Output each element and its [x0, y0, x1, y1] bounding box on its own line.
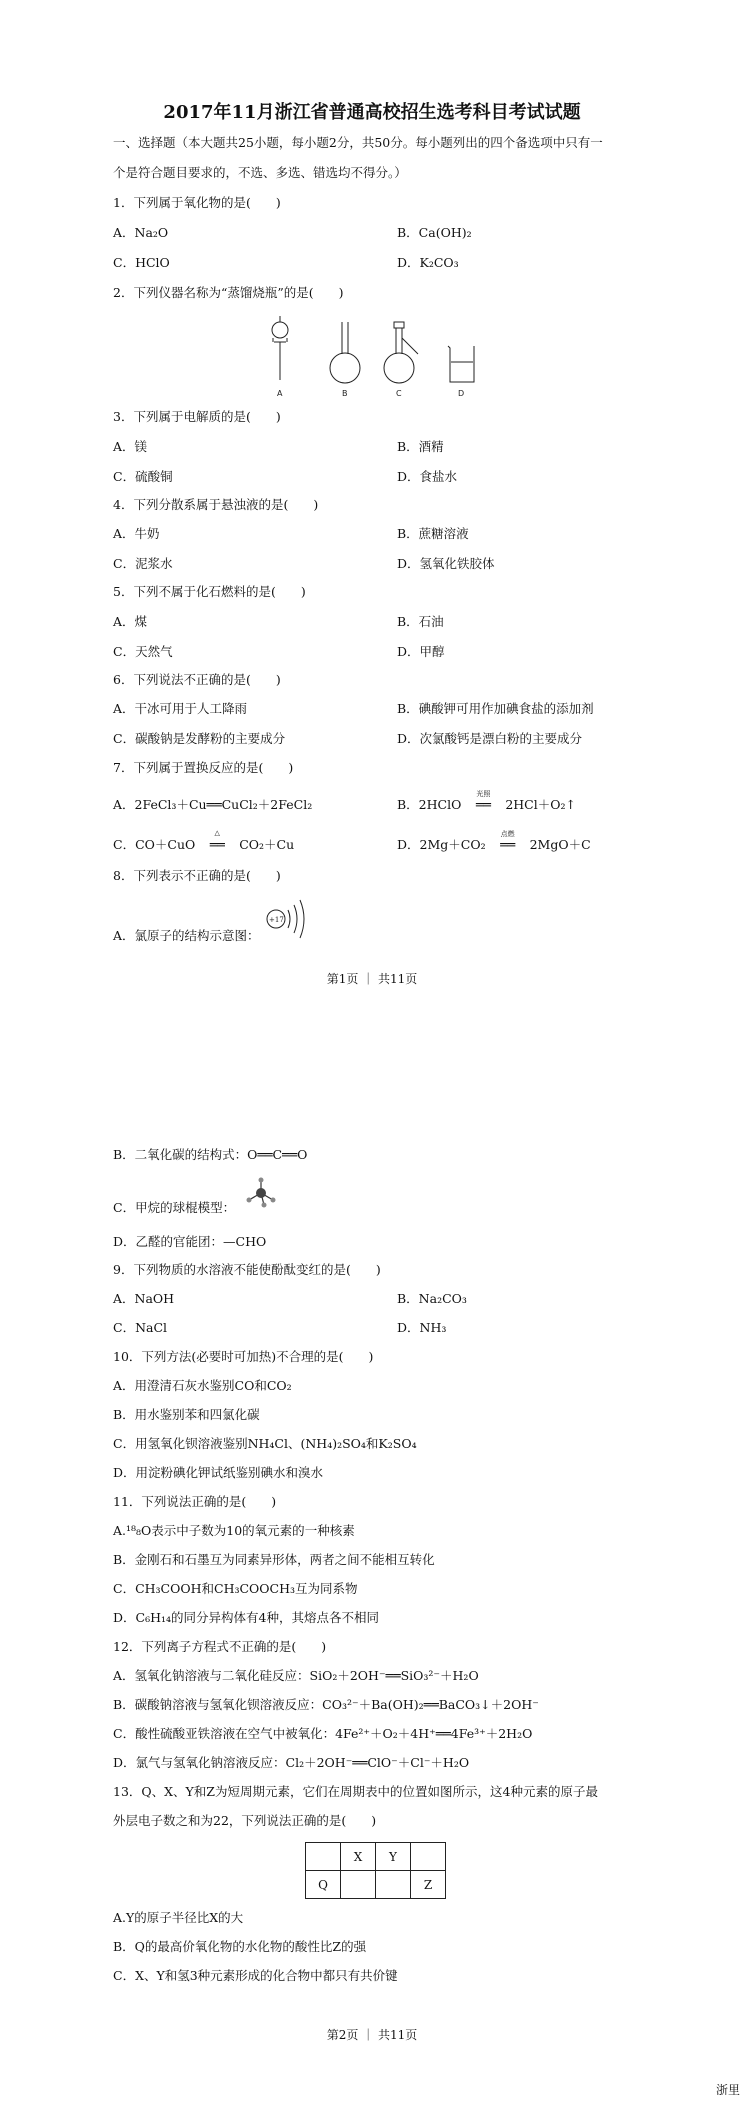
q12-option-c: C．酸性硫酸亚铁溶液在空气中被氧化：4Fe²⁺＋O₂＋4H⁺══4Fe³⁺＋2H₂O: [113, 1726, 533, 1741]
q13-stem-line1: 13．Q、X、Y和Z为短周期元素，它们在周期表中的位置如图所示，这4种元素的原子最: [113, 1784, 598, 1799]
q4-option-b: B．蔗糖溶液: [397, 526, 469, 541]
section-intro-line2: 个是符合题目要求的，不选、多选、错选均不得分。）: [113, 165, 407, 180]
q7-b-condition: 光照: [476, 790, 491, 798]
q4-option-a: A．牛奶: [113, 526, 160, 541]
chlorine-atom-structure-icon: [262, 896, 312, 942]
q1-stem: 1．下列属于氧化物的是( ): [113, 195, 281, 210]
q11-option-a: A.¹⁸₈O表示中子数为10的氧元素的一种核素: [113, 1523, 355, 1538]
q12-option-a: A．氢氧化钠溶液与二氧化硅反应：SiO₂＋2OH⁻══SiO₃²⁻＋H₂O: [113, 1668, 479, 1683]
q2-label-d: D: [458, 389, 465, 398]
q6-option-c: C．碳酸钠是发酵粉的主要成分: [113, 731, 286, 746]
q10-option-b: B．用水鉴别苯和四氯化碳: [113, 1407, 260, 1422]
q2-apparatus-figure: [260, 312, 480, 398]
q1-option-c: C．HClO: [113, 255, 170, 270]
pt-cell: [376, 1871, 411, 1899]
pt-cell-q: Q: [306, 1871, 341, 1899]
q4-option-c: C．泥浆水: [113, 556, 173, 571]
q10-stem: 10．下列方法(必要时可加热)不合理的是( ): [113, 1349, 374, 1364]
q13-option-c: C．X、Y和氢3种元素形成的化合物中都只有共价键: [113, 1968, 398, 1983]
pt-cell-y: Y: [376, 1843, 411, 1871]
atom-nucleus-label: +17: [269, 916, 284, 924]
q7-option-b: [397, 790, 576, 813]
q7-c-products: CO₂＋Cu: [239, 837, 295, 852]
q11-option-d: D．C₆H₁₄的同分异构体有4种，其熔点各不相同: [113, 1610, 379, 1625]
q5-stem: 5．下列不属于化石燃料的是( ): [113, 584, 306, 599]
q7-c-arrow: △ ══: [199, 837, 235, 852]
q11-option-c: C．CH₃COOH和CH₃COOCH₃互为同系物: [113, 1581, 358, 1596]
q8-stem: 8．下列表示不正确的是( ): [113, 868, 281, 883]
q5-option-a: A．煤: [113, 614, 148, 629]
pt-cell: [341, 1871, 376, 1899]
q7-d-reactants: D．2Mg＋CO₂: [397, 837, 486, 852]
q7-b-reactants: B．2HClO: [397, 797, 462, 812]
q7-c-condition: △: [214, 829, 220, 837]
q4-stem: 4．下列分散系属于悬浊液的是( ): [113, 497, 319, 512]
q5-option-b: B．石油: [397, 614, 444, 629]
q3-option-b: B．酒精: [397, 439, 444, 454]
q1-option-a: A．Na₂O: [113, 225, 169, 240]
periodic-table-fragment: [305, 1842, 446, 1899]
q6-option-d: D．次氯酸钙是漂白粉的主要成分: [397, 731, 583, 746]
q5-option-c: C．天然气: [113, 644, 173, 659]
q3-option-c: C．硫酸铜: [113, 469, 173, 484]
pt-cell: [411, 1843, 446, 1871]
methane-ball-stick-icon: [244, 1176, 278, 1210]
q1-option-b: B．Ca(OH)₂: [397, 225, 472, 240]
pt-cell-x: X: [341, 1843, 376, 1871]
q7-d-products: 2MgO＋C: [529, 837, 591, 852]
pt-cell: [306, 1843, 341, 1871]
q9-option-c: C．NaCl: [113, 1320, 168, 1335]
q13-stem-line2: 外层电子数之和为22，下列说法正确的是( ): [113, 1813, 377, 1828]
q1-option-d: D．K₂CO₃: [397, 255, 459, 270]
q4-option-d: D．氢氧化铁胶体: [397, 556, 495, 571]
q2-label-a: A: [277, 389, 283, 398]
q2-label-c: C: [396, 389, 402, 398]
q8-option-a: A．氯原子的结构示意图：: [113, 928, 260, 943]
section-intro-line1: 一、选择题（本大题共25小题，每小题2分，共50分。每小题列出的四个备选项中只有一: [113, 135, 603, 150]
corner-watermark-text: 浙里: [715, 2083, 740, 2097]
q8-option-b: B．二氧化碳的结构式：O══C══O: [113, 1147, 308, 1162]
q9-option-d: D．NH₃: [397, 1320, 447, 1335]
q7-stem: 7．下列属于置换反应的是( ): [113, 760, 294, 775]
q2-label-b: B: [342, 389, 348, 398]
q10-option-d: D．用淀粉碘化钾试纸鉴别碘水和溴水: [113, 1465, 324, 1480]
separatory-funnel-icon: [272, 316, 288, 380]
q7-b-products: 2HCl＋O₂↑: [505, 797, 576, 812]
q7-option-c: [113, 829, 295, 853]
q7-option-d: [397, 830, 591, 853]
q7-c-reactants: C．CO＋CuO: [113, 837, 196, 852]
q7-option-a: A．2FeCl₃＋Cu══CuCl₂＋2FeCl₂: [113, 797, 313, 812]
q9-stem: 9．下列物质的水溶液不能使酚酞变红的是( ): [113, 1262, 381, 1277]
q13-option-a: A.Y的原子半径比X的大: [113, 1910, 244, 1925]
q12-stem: 12．下列离子方程式不正确的是( ): [113, 1639, 327, 1654]
q7-d-condition: 点燃: [500, 830, 515, 838]
q6-option-b: B．碘酸钾可用作加碘食盐的添加剂: [397, 701, 594, 716]
q3-option-d: D．食盐水: [397, 469, 458, 484]
q12-option-d: D．氯气与氢氧化钠溶液反应：Cl₂＋2OH⁻══ClO⁻＋Cl⁻＋H₂O: [113, 1755, 470, 1770]
page-title: 2017年11月浙江省普通高校招生选考科目考试试题: [163, 102, 581, 123]
page2-footer: 第2页 ｜ 共11页: [326, 2028, 418, 2042]
q6-option-a: A．干冰可用于人工降雨: [113, 701, 248, 716]
q9-option-a: A．NaOH: [113, 1291, 175, 1306]
q5-option-d: D．甲醇: [397, 644, 445, 659]
q10-option-c: C．用氢氧化钡溶液鉴别NH₄Cl、(NH₄)₂SO₄和K₂SO₄: [113, 1436, 417, 1451]
q12-option-b: B．碳酸钠溶液与氢氧化钡溶液反应：CO₃²⁻＋Ba(OH)₂══BaCO₃↓＋2OH⁻: [113, 1697, 539, 1712]
q13-option-b: B．Q的最高价氧化物的水化物的酸性比Z的强: [113, 1939, 367, 1954]
q3-stem: 3．下列属于电解质的是( ): [113, 409, 281, 424]
q8-option-c: C．甲烷的球棍模型：: [113, 1200, 236, 1215]
pt-cell-z: Z: [411, 1871, 446, 1899]
round-bottom-flask-icon: [330, 322, 360, 383]
q9-option-b: B．Na₂CO₃: [397, 1291, 467, 1306]
page1-footer: 第1页 ｜ 共11页: [326, 972, 418, 986]
q11-stem: 11．下列说法正确的是( ): [113, 1494, 277, 1509]
q7-b-arrow: 光照 ══: [465, 797, 501, 812]
q2-stem: 2．下列仪器名称为“蒸馏烧瓶”的是( ): [113, 285, 344, 300]
q6-stem: 6．下列说法不正确的是( ): [113, 672, 281, 687]
q7-d-arrow: 点燃 ══: [490, 837, 526, 852]
q10-option-a: A．用澄清石灰水鉴别CO和CO₂: [113, 1378, 292, 1393]
distillation-flask-icon: [384, 322, 418, 383]
q11-option-b: B．金刚石和石墨互为同素异形体，两者之间不能相互转化: [113, 1552, 435, 1567]
q8-option-d: D．乙醛的官能团：—CHO: [113, 1234, 267, 1249]
q3-option-a: A．镁: [113, 439, 148, 454]
beaker-icon: [448, 346, 474, 382]
